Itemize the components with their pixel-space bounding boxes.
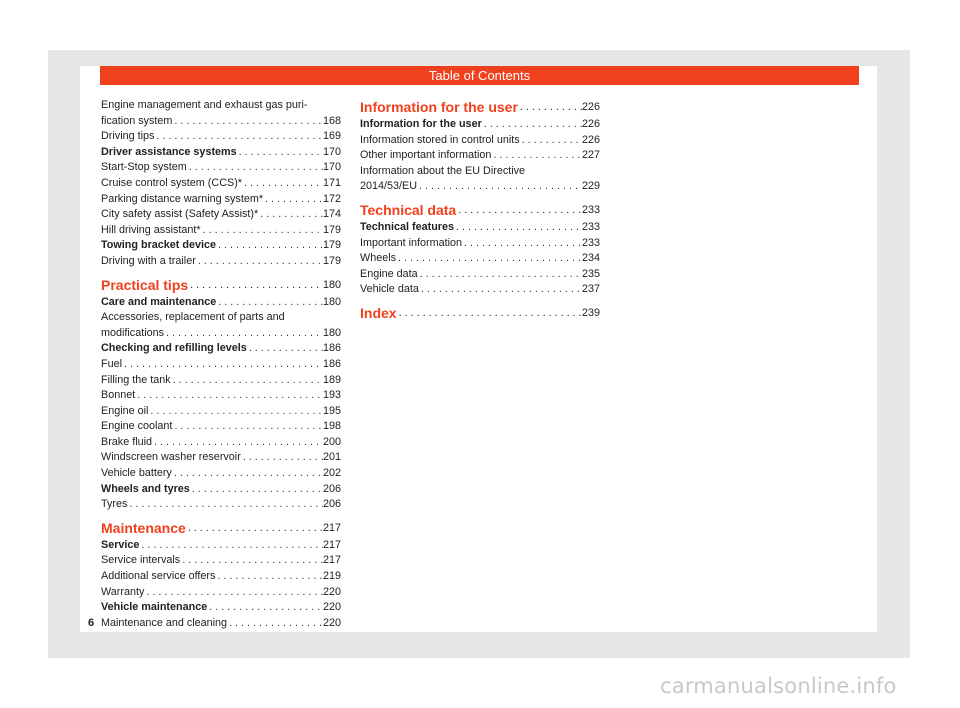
toc-leader-dots	[263, 192, 323, 208]
toc-leader-dots	[491, 148, 582, 164]
toc-entry-label: Care and maintenance	[101, 295, 217, 308]
toc-entry[interactable]	[101, 466, 341, 482]
toc-entry-label: Other important information	[360, 149, 492, 162]
toc-entry-page: 186	[322, 342, 341, 355]
toc-leader-dots	[247, 341, 323, 357]
toc-leader-dots	[172, 114, 323, 130]
toc-entry-label: Maintenance	[101, 519, 186, 536]
toc-entry[interactable]	[101, 373, 341, 389]
toc-entry-label: Information stored in control units	[360, 133, 520, 146]
toc-entry-page: 195	[322, 404, 341, 417]
toc-entry-label: modifications	[101, 326, 165, 339]
toc-entry-page: 220	[322, 585, 341, 598]
toc-leader-dots	[241, 450, 323, 466]
toc-leader-dots	[190, 482, 323, 498]
toc-section-entry[interactable]	[101, 600, 341, 616]
toc-entry-page: 172	[322, 192, 341, 205]
toc-chapter-entry[interactable]	[360, 201, 600, 220]
toc-entry-page: 179	[322, 239, 341, 252]
toc-leader-dots	[172, 419, 323, 435]
toc-entry-line: Engine management and exhaust gas puri-	[101, 99, 308, 111]
toc-entry-label: Start-Stop system	[101, 161, 187, 174]
toc-entry-page: 170	[322, 145, 341, 158]
toc-entry[interactable]	[101, 129, 341, 145]
toc-entry-label: Engine oil	[101, 404, 149, 417]
toc-entry-page: 227	[581, 149, 600, 162]
toc-entry-page: 170	[322, 161, 341, 174]
toc-entry-page: 226	[581, 133, 600, 146]
toc-entry[interactable]	[360, 148, 600, 164]
toc-leader-dots	[152, 435, 323, 451]
toc-entry-label: Driver assistance systems	[101, 145, 237, 158]
toc-entry[interactable]	[101, 160, 341, 176]
toc-leader-dots	[520, 133, 582, 149]
toc-entry-page: 237	[581, 283, 600, 296]
toc-entry[interactable]	[101, 388, 341, 404]
toc-leader-dots	[196, 254, 323, 270]
toc-entry-page: 234	[581, 252, 600, 265]
toc-leader-dots	[227, 616, 323, 632]
toc-entry-label: Fuel	[101, 357, 123, 370]
toc-entry-page: 169	[322, 130, 341, 143]
toc-leader-dots	[172, 466, 323, 482]
toc-entry-page: 233	[581, 220, 600, 233]
toc-section-entry[interactable]	[360, 220, 600, 236]
toc-entry-page: 174	[322, 208, 341, 221]
toc-entry[interactable]	[101, 435, 341, 451]
toc-entry-page: 229	[581, 180, 600, 193]
toc-entry-page: 217	[322, 554, 341, 567]
toc-entry[interactable]	[101, 553, 341, 569]
toc-section-entry[interactable]	[101, 482, 341, 498]
toc-entry-label: Filling the tank	[101, 373, 171, 386]
toc-entry-label: Warranty	[101, 585, 145, 598]
toc-entry[interactable]	[101, 357, 341, 373]
toc-entry[interactable]	[360, 179, 600, 195]
toc-leader-dots	[518, 98, 582, 117]
toc-entry-page: 233	[581, 203, 600, 216]
toc-leader-dots	[258, 207, 323, 223]
toc-entry[interactable]	[360, 282, 600, 298]
toc-entry[interactable]	[101, 404, 341, 420]
toc-entry[interactable]	[101, 223, 341, 239]
toc-entry-page: 193	[322, 389, 341, 402]
toc-entry-label: Tyres	[101, 498, 128, 511]
toc-entry-page: 219	[322, 570, 341, 583]
toc-leader-dots	[127, 497, 323, 513]
toc-entry[interactable]	[101, 569, 341, 585]
toc-entry-page: 189	[322, 373, 341, 386]
toc-leader-dots	[139, 538, 323, 554]
toc-leader-dots	[454, 220, 582, 236]
toc-leader-dots	[216, 238, 323, 254]
toc-entry-label: Technical data	[360, 201, 457, 218]
toc-entry-label: Windscreen washer reservoir	[101, 451, 241, 464]
toc-entry[interactable]	[360, 267, 600, 283]
toc-leader-dots	[215, 569, 323, 585]
toc-entry[interactable]	[101, 419, 341, 435]
toc-entry-line: Information about the EU Directive	[360, 164, 526, 177]
toc-leader-dots	[418, 267, 582, 283]
toc-entry[interactable]	[101, 450, 341, 466]
toc-entry-label: Bonnet	[101, 389, 136, 402]
toc-leader-dots	[144, 585, 323, 601]
toc-leader-dots	[397, 304, 582, 323]
toc-entry-label: Cruise control system (CCS)*	[101, 176, 242, 189]
toc-entry-page: 179	[322, 223, 341, 236]
toc-entry-label: City safety assist (Safety Assist)*	[101, 208, 259, 221]
toc-entry[interactable]	[360, 236, 600, 252]
toc-left-column	[101, 98, 341, 631]
toc-entry-page: 180	[322, 278, 341, 291]
toc-entry-page: 226	[581, 101, 600, 113]
toc-leader-dots	[462, 236, 582, 252]
toc-entry-label: 2014/53/EU	[360, 180, 418, 193]
toc-leader-dots	[186, 519, 323, 538]
toc-entry-page: 206	[322, 498, 341, 511]
toc-entry-label: Information for the user	[360, 118, 482, 130]
toc-entry-label: Brake fluid	[101, 435, 153, 448]
toc-entry-label: Additional service offers	[101, 570, 216, 583]
toc-entry-page: 186	[322, 357, 341, 370]
page-number: 6	[88, 617, 95, 629]
toc-entry-page: 220	[322, 616, 341, 629]
toc-entry-label: Engine data	[360, 267, 418, 280]
page-header-title: Table of Contents	[100, 66, 859, 85]
toc-entry-label: Technical features	[360, 220, 455, 233]
toc-section-entry[interactable]	[101, 145, 341, 161]
toc-entry-label: Hill driving assistant*	[101, 223, 201, 236]
toc-entry-page: 168	[322, 114, 341, 127]
toc-entry[interactable]	[101, 326, 341, 342]
toc-chapter-entry[interactable]	[360, 98, 600, 117]
toc-entry-label: Driving tips	[101, 130, 155, 143]
toc-entry-label: Maintenance and cleaning	[101, 616, 228, 629]
toc-entry-label: Important information	[360, 236, 463, 249]
toc-entry-page: 233	[581, 236, 600, 249]
toc-leader-dots	[237, 145, 323, 161]
toc-section-entry[interactable]	[101, 341, 341, 357]
toc-section-entry[interactable]	[101, 295, 341, 311]
toc-leader-dots	[122, 357, 323, 373]
toc-entry-label: Wheels	[360, 252, 397, 265]
toc-chapter-entry[interactable]	[360, 304, 600, 323]
toc-entry-label: fication system	[101, 114, 173, 127]
toc-leader-dots	[482, 117, 582, 133]
toc-leader-dots	[201, 223, 323, 239]
toc-leader-dots	[154, 129, 323, 145]
toc-entry[interactable]	[101, 497, 341, 513]
toc-entry-label: Towing bracket device	[101, 239, 217, 252]
toc-entry-label: Index	[360, 304, 397, 321]
toc-entry-page: 202	[322, 467, 341, 480]
toc-leader-dots	[419, 282, 582, 298]
toc-leader-dots	[456, 201, 582, 220]
toc-leader-dots	[135, 388, 323, 404]
toc-entry-page: 180	[322, 326, 341, 339]
toc-entry-page: 239	[581, 306, 600, 319]
toc-leader-dots	[242, 176, 323, 192]
toc-entry-line: Accessories, replacement of parts and	[101, 311, 285, 324]
toc-entry[interactable]	[101, 114, 341, 130]
toc-entry-label: Driving with a trailer	[101, 254, 196, 267]
toc-entry-label: Service intervals	[101, 554, 181, 567]
toc-leader-dots	[148, 404, 323, 420]
toc-entry[interactable]	[101, 254, 341, 270]
toc-leader-dots	[417, 179, 582, 195]
toc-entry-page: 235	[581, 267, 600, 280]
toc-section-entry[interactable]	[360, 117, 600, 133]
toc-leader-dots	[180, 553, 323, 569]
toc-entry-page: 171	[322, 176, 341, 189]
toc-entry[interactable]	[360, 133, 600, 149]
toc-chapter-entry[interactable]	[101, 276, 341, 295]
toc-entry-page: 217	[322, 521, 341, 534]
toc-entry-label: Checking and refilling levels	[101, 342, 247, 355]
toc-entry-label: Vehicle battery	[101, 467, 172, 480]
toc-leader-dots	[188, 276, 323, 295]
toc-right-column	[360, 98, 600, 323]
toc-section-entry[interactable]	[101, 538, 341, 554]
toc-chapter-entry[interactable]	[101, 519, 341, 538]
toc-entry-label: Wheels and tyres	[101, 482, 190, 495]
toc-entry[interactable]	[360, 251, 600, 267]
watermark-text: carmanualsonline.info	[660, 674, 897, 698]
toc-entry[interactable]	[101, 585, 341, 601]
toc-entry-page: 226	[581, 118, 600, 130]
toc-entry-page: 217	[322, 538, 341, 551]
toc-leader-dots	[164, 326, 323, 342]
toc-entry-page: 201	[322, 451, 341, 464]
toc-leader-dots	[171, 373, 323, 389]
toc-entry-label: Vehicle data	[360, 283, 419, 296]
toc-entry-label: Vehicle maintenance	[101, 601, 208, 614]
toc-entry-page: 198	[322, 420, 341, 433]
toc-leader-dots	[216, 295, 323, 311]
toc-entry-label: Practical tips	[101, 276, 189, 293]
toc-entry-label: Information for the user	[360, 99, 518, 115]
toc-section-entry[interactable]	[101, 238, 341, 254]
toc-leader-dots	[187, 160, 323, 176]
toc-entry-label: Engine coolant	[101, 420, 173, 433]
toc-leader-dots	[396, 251, 582, 267]
toc-entry-label: Parking distance warning system*	[101, 192, 264, 205]
toc-entry-page: 206	[322, 482, 341, 495]
toc-entry-page: 180	[322, 295, 341, 308]
toc-entry-page: 220	[322, 601, 341, 614]
toc-entry-page: 179	[322, 254, 341, 267]
toc-entry-label: Service	[101, 538, 140, 551]
toc-entry[interactable]	[101, 192, 341, 208]
toc-leader-dots	[207, 600, 323, 616]
toc-entry[interactable]	[101, 176, 341, 192]
toc-entry-page: 200	[322, 435, 341, 448]
toc-entry[interactable]	[101, 207, 341, 223]
toc-entry[interactable]	[101, 616, 341, 632]
